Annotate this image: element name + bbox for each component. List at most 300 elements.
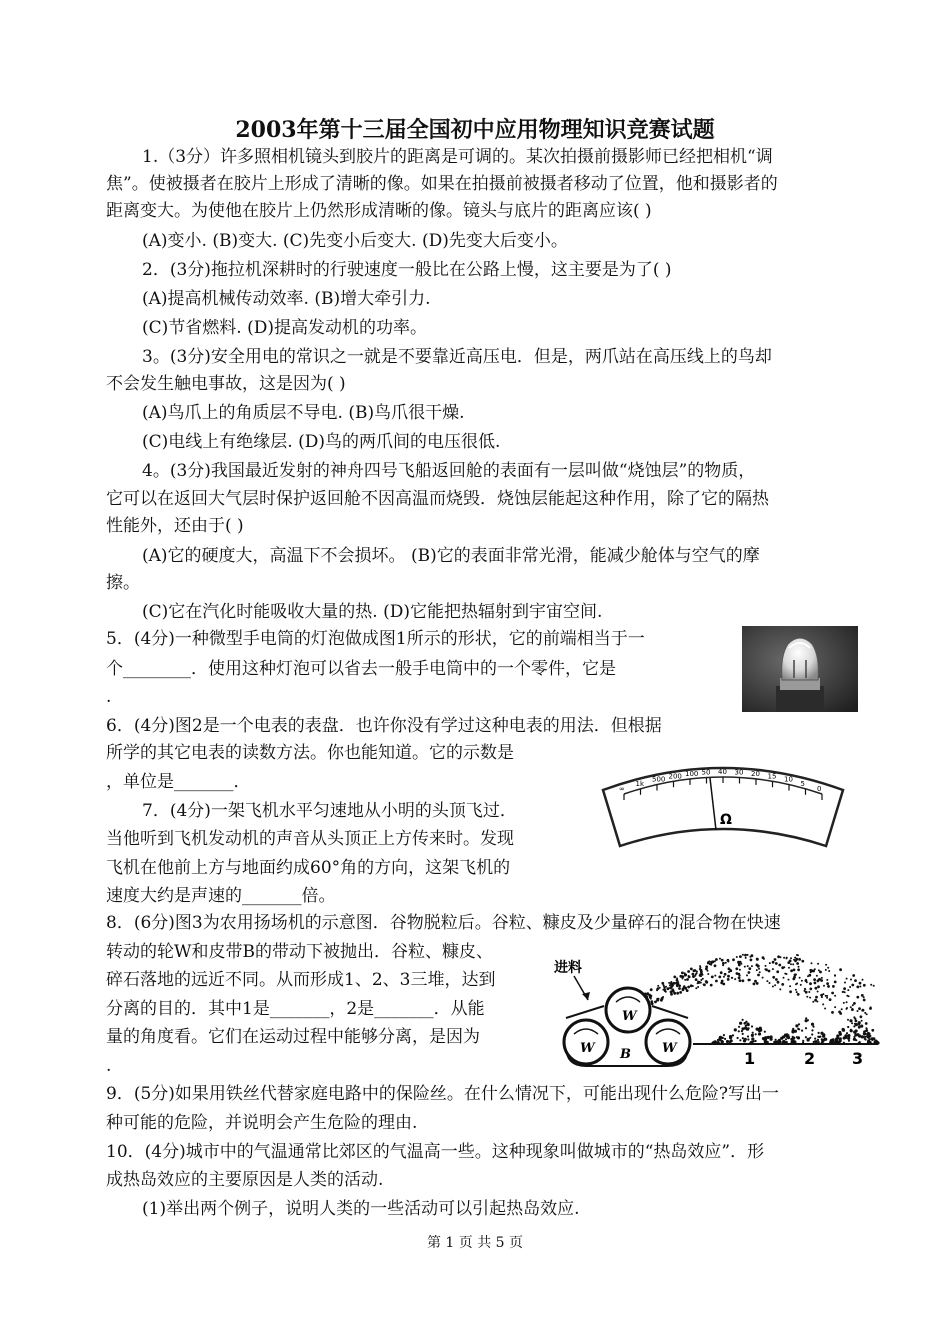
grain-dot	[729, 1035, 732, 1038]
grain-dot	[824, 1008, 826, 1010]
grain-dot	[835, 1037, 838, 1040]
grain-dot	[749, 956, 751, 958]
q6-line-3: ，单位是_______．	[106, 772, 251, 792]
grain-dot	[768, 970, 771, 973]
grain-dot	[743, 1039, 746, 1042]
grain-dot	[781, 983, 784, 986]
grain-dot	[852, 1004, 854, 1006]
wheel-right-label: W	[662, 1041, 677, 1056]
grain-dot	[756, 982, 759, 985]
grain-dot	[846, 1001, 848, 1003]
grain-dot	[817, 985, 820, 988]
grain-dot	[804, 988, 806, 990]
grain-dot	[812, 1001, 814, 1003]
grain-dot	[856, 1033, 859, 1036]
grain-dot	[786, 973, 788, 975]
grain-dot	[705, 981, 708, 984]
grain-dot	[759, 1029, 762, 1032]
q7-line-4: 速度大约是声速的_______倍。	[106, 886, 336, 906]
grain-dot	[718, 976, 721, 979]
grain-dot	[820, 979, 823, 982]
grain-dot	[667, 987, 670, 990]
grain-dot	[794, 1030, 797, 1033]
meter-tick-label: 0	[817, 785, 822, 793]
grain-dot	[843, 1036, 846, 1039]
grain-dot	[829, 998, 832, 1001]
meter-tick-label: 500	[652, 775, 666, 784]
q10-line-3: (1)举出两个例子，说明人类的一些活动可以引起热岛效应.	[142, 1199, 580, 1219]
grain-dot	[839, 968, 842, 971]
grain-dot	[744, 954, 747, 957]
wheel-top-label: W	[622, 1009, 637, 1024]
grain-dot	[651, 1002, 654, 1005]
q3-options-1: (A)鸟爪上的角质层不导电. (B)鸟爪很干燥.	[142, 403, 465, 423]
grain-dot	[811, 1033, 813, 1035]
grain-dot	[841, 1008, 843, 1010]
grain-dot	[806, 981, 808, 983]
grain-dot	[855, 1039, 857, 1041]
grain-dot	[843, 987, 846, 990]
q7-line-3: 飞机在他前上方与地面约成60°角的方向，这架飞机的	[106, 858, 511, 878]
grain-dot	[834, 1006, 836, 1008]
grain-dot	[798, 966, 800, 968]
grain-dot	[756, 958, 759, 961]
grain-dot	[703, 983, 706, 986]
grain-dot	[826, 995, 828, 997]
grain-dot	[821, 996, 823, 998]
grain-dot	[851, 1008, 854, 1011]
grain-dot	[806, 996, 808, 998]
grain-dot	[851, 984, 854, 987]
pile-2-label: 2	[804, 1049, 816, 1068]
grain-dot	[859, 1041, 861, 1043]
grain-dot	[660, 999, 663, 1002]
meter-unit-symbol: Ω	[720, 812, 732, 828]
grain-dot	[842, 991, 844, 993]
grain-dot	[862, 979, 864, 981]
grain-dot	[790, 963, 792, 965]
grain-dot	[714, 964, 717, 967]
grain-dot	[740, 963, 742, 965]
grain-dot	[866, 1013, 868, 1015]
grain-dot	[805, 979, 807, 981]
q1-line-1: 1.（3分）许多照相机镜头到胶片的距离是可调的。某次拍摄前摄影师已经把相机“调	[142, 147, 773, 167]
grain-dot	[832, 985, 835, 988]
grain-dot	[873, 985, 875, 987]
grain-dot	[801, 960, 804, 963]
grain-dot	[742, 954, 744, 956]
grain-dot	[854, 1018, 856, 1020]
grain-dot	[839, 1012, 842, 1015]
grain-dot	[736, 972, 739, 975]
grain-dot	[809, 997, 811, 999]
bulb-photo-graphic	[742, 626, 858, 712]
grain-dot	[795, 989, 797, 991]
grain-dot	[823, 985, 825, 987]
grain-dot	[738, 976, 741, 979]
meter-tick-label: 5	[800, 779, 805, 788]
grain-dot	[802, 1040, 804, 1042]
grain-dot	[797, 968, 800, 971]
grain-dot	[844, 982, 846, 984]
grain-dot	[847, 989, 849, 991]
grain-dot	[792, 1036, 794, 1038]
grain-dot	[795, 1024, 798, 1027]
grain-dot	[852, 974, 855, 977]
grain-dot	[684, 974, 687, 977]
grain-dot	[849, 986, 851, 988]
grain-dot	[789, 985, 791, 987]
q8-line-5: 量的角度看。它们在运动过程中能够分离，是因为	[106, 1027, 480, 1047]
grain-dot	[809, 969, 812, 972]
grain-dot	[650, 995, 653, 998]
meter-tick-label: 20	[751, 769, 760, 778]
grain-dot	[747, 1035, 749, 1037]
q9-line-2: 种可能的危险，并说明会产生危险的理由.	[106, 1113, 418, 1133]
grain-dot	[856, 986, 859, 989]
grain-dot	[702, 974, 704, 976]
grain-dot	[684, 979, 686, 981]
grain-dot	[744, 966, 746, 968]
q4-line-1: 4。(3分)我国最近发射的神舟四号飞船返回舱的表面有一层叫做“烧蚀层”的物质，	[142, 461, 756, 481]
grain-dot	[686, 989, 689, 992]
grain-dot	[748, 967, 751, 970]
q7-line-1: 7．(4分)一架飞机水平匀速地从小明的头顶飞过．	[142, 801, 517, 821]
grain-dot	[801, 980, 803, 982]
grain-dot	[679, 991, 682, 994]
grain-dot	[707, 973, 709, 975]
grain-dot	[738, 1026, 740, 1028]
meter-tick-label: 40	[718, 768, 727, 776]
pile-1-label: 1	[744, 1049, 756, 1068]
grain-dot	[681, 975, 684, 978]
grain-dot	[774, 958, 777, 961]
grain-dot	[670, 982, 673, 985]
grain-dot	[692, 973, 695, 976]
grain-dot	[812, 1026, 814, 1028]
grain-dot	[744, 1022, 746, 1024]
grain-dot	[825, 964, 827, 966]
grain-dot	[650, 988, 653, 991]
grain-dot	[774, 984, 776, 986]
grain-dot	[687, 986, 690, 989]
grain-dot	[656, 988, 658, 990]
figure-3-winnower	[548, 948, 884, 1070]
grain-dot	[756, 963, 758, 965]
grain-dot	[721, 959, 724, 962]
q9-line-1: 9．(5分)如果用铁丝代替家庭电路中的保险丝。在什么情况下，可能出现什么危险?写出一	[106, 1084, 780, 1104]
page-title: 2003年第十三届全国初中应用物理知识竞赛试题	[235, 117, 715, 143]
grain-dot	[793, 976, 796, 979]
grain-dot	[722, 1037, 724, 1039]
grain-dot	[676, 979, 679, 982]
grain-dot	[705, 968, 708, 971]
grain-dot	[817, 991, 819, 993]
q2-options-2: (C)节省燃料. (D)提高发动机的功率。	[142, 318, 427, 338]
grain-dot	[694, 969, 697, 972]
grain-dot	[764, 968, 766, 970]
grain-dot	[742, 1019, 744, 1021]
grain-dot	[795, 983, 797, 985]
q6-line-2: 所学的其它电表的读数方法。你也能知道。它的示数是	[106, 743, 514, 763]
grain-dot	[805, 1019, 808, 1022]
grain-dot	[863, 1036, 865, 1038]
grain-dot	[739, 969, 741, 971]
grain-dot	[739, 1039, 741, 1041]
grain-dot	[758, 1032, 761, 1035]
grain-dot	[719, 958, 721, 960]
grain-dot	[858, 1007, 861, 1010]
grain-dot	[854, 979, 857, 982]
grain-dot	[793, 969, 796, 972]
grain-dot	[673, 982, 676, 985]
grain-dot	[780, 956, 782, 958]
grain-dot	[700, 975, 702, 977]
grain-dot	[839, 1039, 842, 1042]
grain-dot	[741, 1027, 744, 1030]
grain-dot	[815, 996, 818, 999]
grain-dot	[798, 958, 801, 961]
meter-tick-label: 200	[668, 772, 682, 781]
grain-dot	[811, 962, 813, 964]
q4-option-a-b: (A)它的硬度大，高温下不会损坏。 (B)它的表面非常光滑，能减少舱体与空气的摩	[142, 546, 760, 566]
grain-dot	[724, 1038, 726, 1040]
grain-dot	[728, 971, 730, 973]
grain-dot	[798, 1028, 800, 1030]
grain-dot	[687, 970, 690, 973]
grain-dot	[715, 980, 718, 983]
grain-dot	[792, 963, 794, 965]
grain-dot	[661, 982, 664, 985]
grain-dot	[796, 954, 798, 956]
grain-dot	[801, 1030, 803, 1032]
grain-dot	[790, 957, 792, 959]
grain-dot	[723, 1034, 725, 1036]
grain-dot	[738, 1030, 740, 1032]
meter-dial-graphic	[598, 750, 848, 850]
grain-dot	[870, 984, 872, 986]
grain-dot	[711, 976, 714, 979]
grain-dot	[823, 1039, 825, 1041]
grain-dot	[865, 1022, 868, 1025]
grain-dot	[722, 964, 724, 966]
grain-dot	[805, 1017, 807, 1019]
grain-dot	[683, 986, 685, 988]
wheel-left-label: W	[580, 1041, 595, 1056]
meter-tick-label: 100	[685, 769, 699, 778]
grain-dot	[669, 987, 672, 990]
grain-dot	[862, 1009, 865, 1012]
grain-dot	[847, 1034, 850, 1037]
grain-dot	[818, 1032, 820, 1034]
grain-dot	[686, 978, 689, 981]
grain-dot	[710, 984, 713, 987]
grain-dot	[807, 1038, 810, 1041]
grain-dot	[742, 1033, 744, 1035]
grain-dot	[751, 1037, 754, 1040]
feed-label: 进料	[554, 960, 582, 976]
grain-dot	[814, 982, 817, 985]
grain-dot	[819, 1036, 821, 1038]
grain-dot	[826, 979, 828, 981]
grain-dot	[787, 961, 790, 964]
grain-dot	[875, 1040, 877, 1042]
grain-dot	[811, 1023, 814, 1026]
grain-dot	[727, 959, 730, 962]
grain-dot	[732, 958, 735, 961]
grain-dot	[832, 1038, 835, 1041]
grain-dot	[831, 992, 834, 995]
grain-dot	[725, 962, 727, 964]
grain-dot	[809, 982, 812, 985]
q2-line-1: 2．(3分)拖拉机深耕时的行驶速度一般比在公路上慢，这主要是为了( )	[142, 260, 672, 280]
grain-dot	[756, 969, 758, 971]
grain-dot	[850, 1029, 853, 1032]
grain-dot	[723, 976, 725, 978]
grain-dot	[861, 1020, 863, 1022]
grain-dot	[776, 970, 779, 973]
grain-dot	[825, 969, 827, 971]
grain-dot	[786, 957, 788, 959]
grain-dot	[846, 1008, 848, 1010]
grain-dot	[856, 996, 859, 999]
grain-dot	[665, 986, 667, 988]
grain-dot	[778, 964, 781, 967]
grain-dot	[697, 986, 699, 988]
grain-dot	[863, 1031, 865, 1033]
grain-dot	[756, 1028, 759, 1031]
grain-dot	[788, 979, 790, 981]
grain-dot	[739, 955, 742, 958]
grain-dot	[815, 1040, 818, 1043]
grain-dot	[745, 1025, 747, 1027]
grain-dot	[721, 980, 724, 983]
grain-dot	[681, 972, 684, 975]
grain-dot	[792, 1028, 794, 1030]
meter-tick-label: 15	[767, 772, 777, 781]
grain-dot	[732, 1034, 734, 1036]
grain-dot	[785, 1038, 787, 1040]
grain-dot	[739, 975, 741, 977]
q10-line-1: 10．(4分)城市中的气温通常比郊区的气温高一些。这种现象叫做城市的“热岛效应”．形	[106, 1142, 765, 1162]
grain-dot	[846, 1032, 848, 1034]
grain-dot	[758, 968, 760, 970]
meter-tick-label: ∞	[619, 785, 625, 793]
belt-label: B	[620, 1047, 631, 1062]
q5-line-3: .	[106, 687, 112, 707]
grain-dot	[788, 967, 790, 969]
grain-dot	[826, 997, 828, 999]
grain-dot	[867, 1037, 869, 1039]
grain-dot	[854, 1023, 856, 1025]
grain-dot	[646, 992, 649, 995]
grain-dot	[724, 973, 727, 976]
grain-dot	[775, 978, 778, 981]
grain-dot	[679, 985, 681, 987]
grain-dot	[749, 979, 751, 981]
grain-dot	[772, 968, 774, 970]
belt-upper-right	[652, 1006, 688, 1018]
grain-dot	[764, 1036, 767, 1039]
grain-dot	[821, 977, 823, 979]
grain-dot	[688, 975, 690, 977]
grain-dot	[769, 962, 771, 964]
grain-dot	[863, 984, 866, 987]
grain-dot	[751, 1034, 754, 1037]
grain-dot	[695, 978, 698, 981]
grain-dot	[765, 965, 767, 967]
grain-dot	[797, 993, 800, 996]
q1-options: (A)变小. (B)变大. (C)先变小后变大. (D)先变大后变小。	[142, 231, 568, 251]
grain-dot	[748, 971, 751, 974]
grain-dot	[808, 991, 810, 993]
grain-dot	[864, 1038, 866, 1040]
grain-dot	[662, 996, 664, 998]
q3-options-2: (C)电线上有绝缘层. (D)鸟的两爪间的电压很低.	[142, 432, 501, 452]
grain-dot	[834, 995, 836, 997]
grain-dot	[827, 967, 829, 969]
grain-dot	[722, 983, 725, 986]
grain-dot	[772, 976, 775, 979]
grain-dot	[755, 1040, 757, 1042]
grain-dot	[736, 956, 738, 958]
grain-dot	[846, 978, 848, 980]
grain-dot	[739, 979, 742, 982]
q4-line-2: 它可以在返回大气层时保护返回舱不因高温而烧毁．烧蚀层能起这种作用，除了它的隔热	[106, 489, 769, 509]
grain-dot	[794, 974, 797, 977]
grain-dot	[751, 965, 753, 967]
grain-dot	[775, 962, 778, 965]
grain-dot	[772, 961, 775, 964]
grain-dot	[777, 981, 780, 984]
grain-dot	[811, 1029, 813, 1031]
grain-dot	[800, 984, 802, 986]
grain-dot	[799, 977, 801, 979]
grain-dot	[796, 1036, 798, 1038]
grain-dot	[746, 974, 748, 976]
grain-dot	[735, 967, 738, 970]
page-footer: 第 1 页 共 5 页	[426, 1235, 524, 1251]
grain-dot	[814, 1038, 816, 1040]
grain-dot	[690, 968, 693, 971]
grain-dot	[859, 982, 862, 985]
q10-line-2: 成热岛效应的主要原因是人类的活动.	[106, 1170, 384, 1190]
figure-1-bulb-photo	[742, 626, 858, 712]
grain-dot	[740, 1022, 742, 1024]
grain-dot	[772, 986, 774, 988]
grain-dot	[682, 988, 685, 991]
grain-dot	[764, 1031, 766, 1033]
grain-dot	[699, 968, 701, 970]
grain-dot	[674, 993, 676, 995]
grain-dot	[847, 1026, 849, 1028]
grain-dot	[710, 961, 713, 964]
grain-dot	[745, 957, 747, 959]
grain-dot	[847, 1019, 849, 1021]
grain-dot	[816, 975, 818, 977]
grain-dot	[859, 986, 861, 988]
belt-upper-left	[566, 1006, 604, 1018]
grain-dot	[665, 991, 667, 993]
q3-line-2: 不会发生触电事故，这是因为( )	[106, 374, 346, 394]
grain-dot	[783, 957, 785, 959]
grain-dot	[747, 1038, 749, 1040]
grain-dot	[719, 1036, 722, 1039]
grain-dot	[656, 999, 659, 1002]
grain-dot	[805, 1027, 807, 1029]
grain-dot	[822, 1033, 825, 1036]
grain-dot	[731, 977, 733, 979]
